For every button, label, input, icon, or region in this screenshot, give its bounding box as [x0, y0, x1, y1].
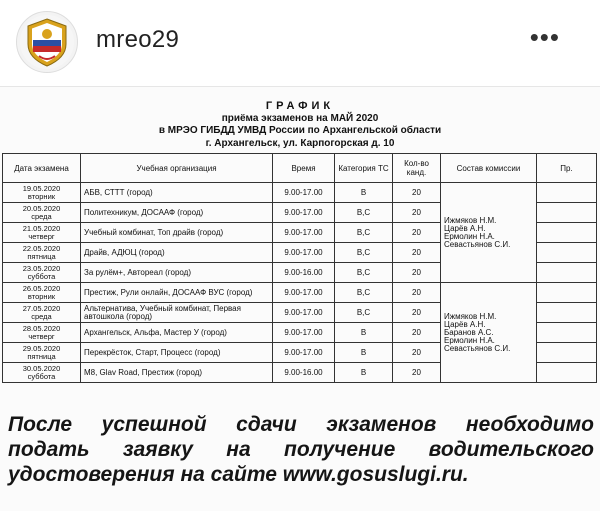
header-org: Учебная организация [81, 154, 273, 183]
cell-date [3, 263, 81, 283]
cell-time: 9.00-17.00 [273, 323, 335, 343]
cell-org: За рулём+, Автореал (город) [81, 263, 273, 283]
cell-org: М8, Glav Road, Престиж (город) [81, 363, 273, 383]
commission-member: Царёв А.Н. [444, 223, 486, 233]
cell-date [3, 183, 81, 203]
cell-category: В [335, 323, 393, 343]
caption-line-1: После успешной сдачи экзаменов необходимо [8, 413, 594, 436]
username[interactable]: mreo29 [96, 26, 180, 53]
cell-count: 20 [393, 223, 441, 243]
cell-time: 9.00-17.00 [273, 223, 335, 243]
cell-category: В,С [335, 283, 393, 303]
commission-member: Ижмяков Н.М. [444, 215, 497, 225]
commission-member: Ижмяков Н.М. [444, 311, 497, 321]
cell-note [537, 223, 597, 243]
doc-org-line: в МРЭО ГИБДД УМВД России по Архангельской области [158, 125, 442, 136]
cell-date [3, 283, 81, 303]
cell-org: Альтернатива, Учебный комбинат, Первая автошкола (город) [81, 303, 273, 323]
doc-subtitle: приёма экзаменов на МАЙ 2020 [221, 113, 379, 124]
date-value: 19.05.2020 [22, 183, 61, 193]
weekday: вторник [27, 191, 56, 201]
date-value: 28.05.2020 [22, 323, 61, 333]
cell-note [537, 183, 597, 203]
cell-org: Учебный комбинат, Топ драйв (город) [81, 223, 273, 243]
cell-org: Архангельск, Альфа, Мастер У (город) [81, 323, 273, 343]
cell-category: В,С [335, 223, 393, 243]
cell-category: В,С [335, 243, 393, 263]
cell-count: 20 [393, 263, 441, 283]
cell-time: 9.00-17.00 [273, 183, 335, 203]
post-header [0, 0, 600, 86]
date-value: 27.05.2020 [22, 303, 61, 313]
doc-title: ГРАФИК [265, 100, 335, 112]
header-date: Дата экзамена [3, 154, 81, 183]
cell-commission-2 [441, 283, 537, 383]
cell-note [537, 303, 597, 323]
cell-category: В [335, 183, 393, 203]
cell-time: 9.00-17.00 [273, 203, 335, 223]
cell-time: 9.00-16.00 [273, 363, 335, 383]
header-commission: Состав комиссии [441, 154, 537, 183]
cell-category: В,С [335, 203, 393, 223]
commission-member: Баранов А.С. [444, 327, 494, 337]
cell-org: Политехникум, ДОСААФ (город) [81, 203, 273, 223]
weekday: четверг [28, 331, 55, 341]
cell-date [3, 203, 81, 223]
cell-category: В,С [335, 263, 393, 283]
header-count: Кол-во канд. [393, 154, 441, 183]
commission-member: Ермолин Н.А. [444, 335, 495, 345]
weekday: пятница [27, 351, 56, 361]
cell-time: 9.00-17.00 [273, 283, 335, 303]
date-value: 26.05.2020 [22, 283, 61, 293]
cell-category: В [335, 363, 393, 383]
cell-note [537, 203, 597, 223]
cell-count: 20 [393, 283, 441, 303]
header-note: Пр. [537, 154, 597, 183]
commission-member: Царёв А.Н. [444, 319, 486, 329]
date-value: 30.05.2020 [22, 363, 61, 373]
cell-org: Престиж, Рули онлайн, ДОСААФ ВУС (город) [81, 283, 273, 303]
doc-address: г. Архангельск, ул. Карпогорская д. 10 [205, 138, 395, 149]
cell-count: 20 [393, 183, 441, 203]
caption-line-3: удостоверения на сайте www.gosuslugi.ru. [8, 463, 469, 486]
cell-note [537, 283, 597, 303]
avatar[interactable] [16, 11, 78, 73]
cell-count: 20 [393, 203, 441, 223]
cell-note [537, 243, 597, 263]
schedule-document [0, 87, 600, 511]
cell-date [3, 243, 81, 263]
weekday: четверг [28, 231, 55, 241]
cell-count: 20 [393, 343, 441, 363]
cell-time: 9.00-17.00 [273, 343, 335, 363]
weekday: суббота [27, 271, 56, 281]
cell-note [537, 363, 597, 383]
cell-date [3, 303, 81, 323]
date-value: 21.05.2020 [22, 223, 61, 233]
more-options-icon[interactable]: ••• [529, 22, 560, 52]
exam-schedule-table [2, 153, 597, 383]
date-value: 29.05.2020 [22, 343, 61, 353]
table-header-row [3, 154, 597, 183]
header-time: Время [273, 154, 335, 183]
cell-date [3, 343, 81, 363]
cell-count: 20 [393, 323, 441, 343]
weekday: пятница [27, 251, 56, 261]
gibdd-emblem-icon [17, 12, 77, 72]
cell-date [3, 363, 81, 383]
date-value: 20.05.2020 [22, 203, 61, 213]
weekday: среда [31, 311, 52, 321]
cell-time: 9.00-17.00 [273, 243, 335, 263]
cell-org: АБВ, СТТТ (город) [81, 183, 273, 203]
cell-count: 20 [393, 363, 441, 383]
cell-note [537, 343, 597, 363]
cell-time: 9.00-16.00 [273, 263, 335, 283]
cell-note [537, 323, 597, 343]
commission-member: Ермолин Н.А. [444, 231, 495, 241]
caption-line-2: подать заявку на получение водительского [8, 438, 594, 461]
cell-count: 20 [393, 243, 441, 263]
cell-org: Драйв, АДЮЦ (город) [81, 243, 273, 263]
weekday: среда [31, 211, 52, 221]
cell-date [3, 323, 81, 343]
cell-category: В [335, 343, 393, 363]
cell-commission-1 [441, 183, 537, 283]
table-row [3, 283, 597, 303]
table-row [3, 183, 597, 203]
date-value: 23.05.2020 [22, 263, 61, 273]
weekday: суббота [27, 371, 56, 381]
cell-note [537, 263, 597, 283]
commission-member: Севастьянов С.И. [444, 343, 511, 353]
date-value: 22.05.2020 [22, 243, 61, 253]
cell-time: 9.00-17.00 [273, 303, 335, 323]
commission-member: Севастьянов С.И. [444, 239, 511, 249]
cell-org: Перекрёсток, Старт, Процесс (город) [81, 343, 273, 363]
cell-date [3, 223, 81, 243]
header-category: Категория ТС [335, 154, 393, 183]
cell-count: 20 [393, 303, 441, 323]
weekday: вторник [27, 291, 56, 301]
cell-category: В,С [335, 303, 393, 323]
